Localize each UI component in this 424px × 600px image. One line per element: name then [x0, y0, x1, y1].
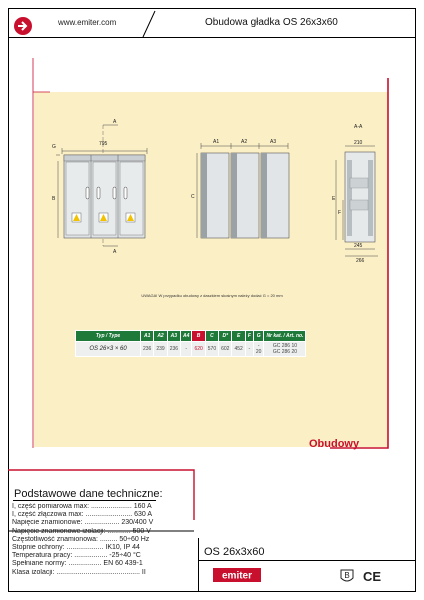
col-a2: A2: [154, 331, 167, 342]
side-a2-label: A2: [241, 139, 248, 145]
cell-a4: -: [181, 342, 192, 357]
front-height-label: B: [52, 196, 56, 202]
spec-line: Klasa izolacji: ........................................... II: [12, 568, 146, 576]
section-title: A-A: [354, 124, 363, 130]
emiter-wordmark-text: emiter: [221, 570, 253, 582]
col-art: Nr kat. / Art. no.: [264, 331, 306, 342]
col-a4: A4: [181, 331, 192, 342]
section-bottom-dim-1: 245: [354, 243, 363, 249]
footer-product-name: OS 26x3x60: [204, 546, 265, 558]
col-typ: Typ / Type: [76, 331, 141, 342]
category-word: Obudowy: [309, 438, 360, 450]
spec-line: Stopnie ochrony: ................... IK10, IP 44: [12, 543, 140, 551]
specs-title: Podstawowe dane techniczne:: [14, 488, 163, 500]
side-a3-label: A3: [270, 139, 277, 145]
specs-underline: [13, 500, 156, 501]
col-e: E: [232, 331, 245, 342]
cell-c: 570: [205, 342, 218, 357]
spec-line: Napięcie znamionowe: .................. 230/400 V: [12, 519, 154, 527]
cell-art: [264, 342, 306, 357]
cell-f: -: [245, 342, 253, 357]
emiter-wordmark-icon: [213, 568, 261, 582]
section-view-drawing: [336, 146, 378, 256]
cell-art-2: GC 286 20: [272, 349, 298, 355]
side-c-label: C: [191, 194, 195, 200]
col-c: C: [205, 331, 218, 342]
spec-line: I, część złączowa max: ........................ 630 A: [12, 511, 153, 519]
side-a1-label: A1: [213, 139, 220, 145]
cell-art-1: GC 286 10: [272, 343, 298, 349]
spec-line: Napięcie znamionowe izolacji: ............ 500 V: [12, 527, 151, 535]
cell-type: OS 26×3 × 60: [76, 342, 141, 357]
spec-line: Spełniane normy: ................. EN 60 439-1: [12, 560, 143, 568]
b-cert-text: B: [344, 571, 350, 580]
cell-a3: 236: [167, 342, 180, 357]
spec-line: I, część pomiarowa max: ..................... 160 A: [12, 503, 152, 510]
col-b: B: [192, 331, 205, 342]
footer-divider-vertical: [198, 538, 199, 592]
page-title: Obudowa gładka OS 26x3x60: [205, 17, 338, 28]
ce-mark-icon: CE: [363, 569, 382, 584]
cell-g: [253, 342, 264, 357]
col-a3: A3: [167, 331, 180, 342]
cell-g-2: 20: [255, 349, 262, 355]
section-f-label: F: [338, 210, 342, 216]
cell-a2: 239: [154, 342, 167, 357]
section-top-dim: 210: [354, 140, 363, 146]
note-text: UWAGA! W przypadku obudowy z daszkiem skośnym należy dodać G = 20 mm: [141, 293, 283, 298]
col-g: G: [253, 331, 264, 342]
cell-g-1: -: [257, 343, 260, 349]
footer-divider: [198, 560, 416, 561]
type-table: [75, 330, 306, 357]
cell-a1: 236: [141, 342, 154, 357]
spec-line: Temperatura pracy: ................. -25÷40 °C: [12, 552, 141, 560]
front-g-label: G: [52, 144, 56, 150]
front-width-label: 795: [99, 141, 108, 147]
cell-b: 620: [192, 342, 205, 357]
b-cert-icon: [341, 570, 353, 581]
col-f: F: [245, 331, 253, 342]
col-a1: A1: [141, 331, 154, 342]
section-e-label: E: [332, 196, 336, 202]
specs-list: [12, 503, 188, 577]
certification-icons: [339, 568, 389, 584]
section-marker-top: A: [113, 119, 117, 125]
section-bottom-dim-2: 266: [356, 258, 365, 264]
col-d: D*: [219, 331, 232, 342]
section-marker-bottom: A: [113, 249, 117, 255]
website-link[interactable]: www.emiter.com: [58, 18, 117, 27]
table-row: [76, 342, 306, 357]
cell-d: 602: [219, 342, 232, 357]
side-view-drawing: [197, 143, 289, 238]
cell-e: 452: [232, 342, 245, 357]
spec-line: Częstotliwość znamionowa: ......... 50÷60 Hz: [12, 535, 150, 543]
